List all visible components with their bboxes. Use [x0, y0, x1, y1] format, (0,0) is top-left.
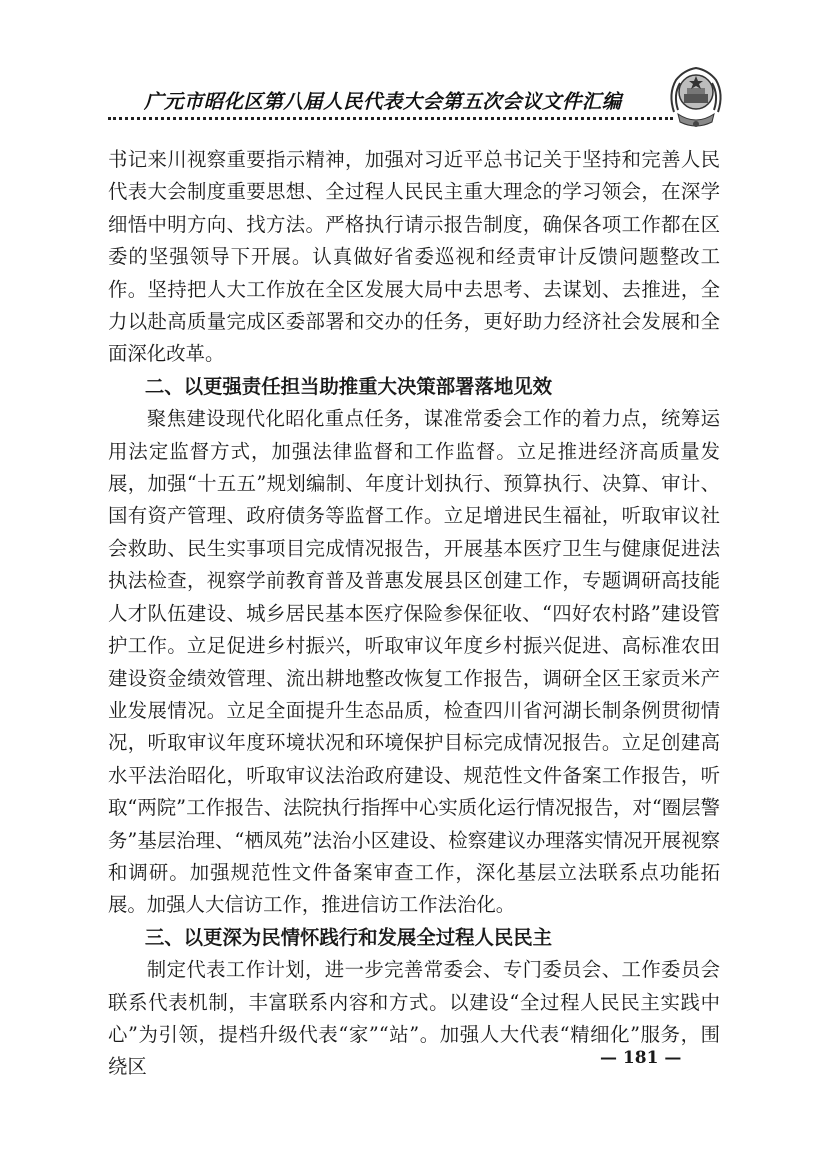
national-emblem-icon: [664, 64, 728, 134]
section-heading-3: 三、以更深为民情怀践行和发展全过程人民民主: [144, 925, 553, 949]
paragraph-continued: 书记来川视察重要指示精神，加强对习近平总书记关于坚持和完善人民代表大会制度重要思想、全过程人民民主重大理念的学习领会，在深学细悟中明方向、找方法。严格执行请示报告制度，确保各项工作都在区委的坚强领导下开展。认真做好省委巡视和经责审计反馈问题整改工作。坚持把人大工作放在全区发展大局中去思考、去谋划、去推进，全力以赴高质量完成区委部署和交办的任务，更好助力经济社会发展和全面深化改革。: [108, 148, 720, 366]
header-dotted-rule: [108, 117, 673, 120]
paragraph-section-3: 制定代表工作计划，进一步完善常委会、专门委员会、工作委员会联系代表机制，丰富联系内容和方式。以建设“全过程人民民主实践中心”为引领，提档升级代表“家”“站”。加强人大代表“精细化”服务，围绕区: [108, 958, 720, 1079]
section-heading-2: 二、以更强责任担当助推重大决策部署落地见效: [144, 374, 553, 398]
page-body: [108, 144, 720, 1084]
running-title: 广元市昭化区第八届人民代表大会第五次会议文件汇编: [144, 90, 622, 113]
running-header: [108, 86, 668, 126]
page-number: — 181 —: [600, 1048, 682, 1068]
paragraph-section-2: 聚焦建设现代化昭化重点任务，谋准常委会工作的着力点，统筹运用法定监督方式，加强法律监督和工作监督。立足推进经济高质量发展，加强“十五五”规划编制、年度计划执行、预算执行、决算、审计、国有资产管理、政府债务等监督工作。立足增进民生福祉，听取审议社会救助、民生实事项目完成情况报告，开展基本医疗卫生与健康促进法执法检查，视察学前教育普及普惠发展县区创建工作，专题调研高技能人才队伍建设、城乡居民基本医疗保险参保征收、“四好农村路”建设管护工作。立足促进乡村振兴，听取审议年度乡村振兴促进、高标准农田建设资金绩效管理、流出耕地整改恢复工作报告，调研全区王家贡米产业发展情况。立足全面提升生态品质，检查四川省河湖长制条例贯彻情况，听取审议年度环境状况和环境保护目标完成情况报告。立足创建高水平法治昭化，听取审议法治政府建设、规范性文件备案工作报告，听取“两院”工作报告、法院执行指挥中心实质化运行情况报告，对“圈层警务”基层治理、“栖凤苑”法治小区建设、检察建议办理落实情况开展视察和调研。加强规范性文件备案审查工作，深化基层立法联系点功能拓展。加强人大信访工作，推进信访工作法治化。: [108, 407, 720, 917]
